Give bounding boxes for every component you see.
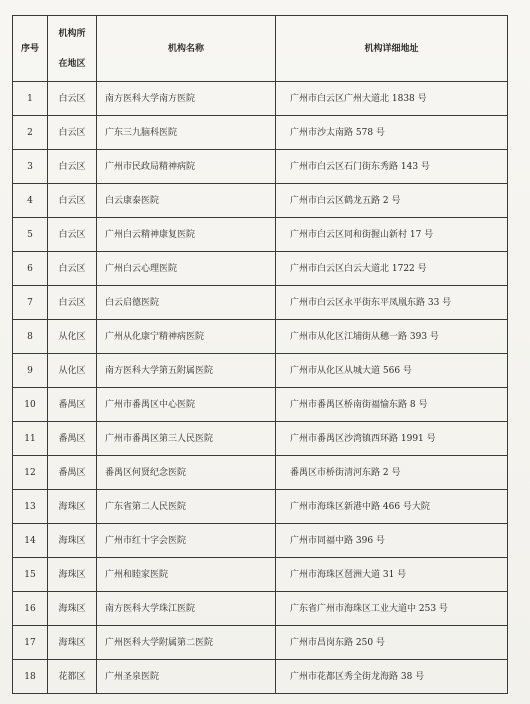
cell-district: 白云区 [48,218,97,252]
cell-no: 12 [13,456,48,490]
cell-address: 番禺区市桥街清河东路 2 号 [276,456,508,490]
table-row [13,184,508,218]
cell-no: 16 [13,592,48,626]
cell-name: 广州医科大学附属第二医院 [97,626,276,660]
institution-table [12,15,508,694]
cell-district: 白云区 [48,286,97,320]
cell-district: 海珠区 [48,626,97,660]
table-row [13,320,508,354]
cell-name: 广州市红十字会医院 [97,524,276,558]
cell-address: 广州市番禺区沙湾镇西环路 1991 号 [276,422,508,456]
cell-no: 6 [13,252,48,286]
cell-address: 广州市白云区永平街东平凤凰东路 33 号 [276,286,508,320]
cell-name: 广州从化康宁精神病医院 [97,320,276,354]
header-district [48,16,97,82]
cell-name: 南方医科大学珠江医院 [97,592,276,626]
cell-no: 1 [13,82,48,116]
cell-no: 8 [13,320,48,354]
cell-no: 3 [13,150,48,184]
cell-no: 9 [13,354,48,388]
table-row [13,252,508,286]
cell-name: 广州圣泉医院 [97,660,276,694]
cell-name: 白云启德医院 [97,286,276,320]
table-row [13,558,508,592]
cell-address: 广州市番禺区桥南街福愉东路 8 号 [276,388,508,422]
cell-address: 广州市白云区同和街握山新村 17 号 [276,218,508,252]
cell-no: 2 [13,116,48,150]
cell-no: 14 [13,524,48,558]
cell-no: 5 [13,218,48,252]
cell-name: 广州市番禺区第三人民医院 [97,422,276,456]
table-header-row [13,16,508,82]
cell-no: 4 [13,184,48,218]
cell-district: 海珠区 [48,558,97,592]
cell-no: 7 [13,286,48,320]
header-district-line2: 在地区 [58,58,86,69]
cell-district: 番禺区 [48,422,97,456]
cell-no: 18 [13,660,48,694]
table-row [13,218,508,252]
cell-district: 白云区 [48,252,97,286]
cell-no: 17 [13,626,48,660]
cell-name: 广东省第二人民医院 [97,490,276,524]
cell-district: 白云区 [48,150,97,184]
cell-address: 广州市海珠区琶洲大道 31 号 [276,558,508,592]
table-row [13,116,508,150]
header-address: 机构详细地址 [276,16,508,82]
cell-district: 从化区 [48,354,97,388]
cell-district: 海珠区 [48,524,97,558]
cell-address: 广州市白云区广州大道北 1838 号 [276,82,508,116]
table-body [13,82,508,694]
cell-name: 广州和睦家医院 [97,558,276,592]
cell-name: 番禺区何贤纪念医院 [97,456,276,490]
cell-address: 广州市沙太南路 578 号 [276,116,508,150]
cell-name: 广州市民政局精神病院 [97,150,276,184]
cell-address: 广州市白云区白云大道北 1722 号 [276,252,508,286]
cell-address: 广州市昌岗东路 250 号 [276,626,508,660]
cell-address: 广州市同福中路 396 号 [276,524,508,558]
table-row [13,490,508,524]
cell-address: 广州市白云区鹤龙五路 2 号 [276,184,508,218]
table-row [13,82,508,116]
cell-name: 白云康泰医院 [97,184,276,218]
cell-district: 番禺区 [48,388,97,422]
table-row [13,388,508,422]
cell-district: 从化区 [48,320,97,354]
cell-name: 广州白云心理医院 [97,252,276,286]
table-row [13,592,508,626]
cell-district: 白云区 [48,184,97,218]
table-row [13,524,508,558]
table-row [13,626,508,660]
table-row [13,150,508,184]
cell-address: 广东省广州市海珠区工业大道中 253 号 [276,592,508,626]
cell-name: 广东三九脑科医院 [97,116,276,150]
header-no: 序号 [13,16,48,82]
cell-district: 海珠区 [48,592,97,626]
cell-no: 11 [13,422,48,456]
cell-no: 15 [13,558,48,592]
cell-district: 白云区 [48,82,97,116]
cell-no: 10 [13,388,48,422]
cell-address: 广州市花都区秀全街龙海路 38 号 [276,660,508,694]
cell-name: 广州白云精神康复医院 [97,218,276,252]
cell-district: 海珠区 [48,490,97,524]
cell-district: 花都区 [48,660,97,694]
header-name: 机构名称 [97,16,276,82]
table-row [13,456,508,490]
table-row [13,354,508,388]
table-row [13,422,508,456]
header-district-line1: 机构所 [58,28,86,39]
cell-address: 广州市从化区江埔街从穗一路 393 号 [276,320,508,354]
table-row [13,286,508,320]
cell-district: 番禺区 [48,456,97,490]
cell-address: 广州市白云区石门街东秀路 143 号 [276,150,508,184]
cell-district: 白云区 [48,116,97,150]
cell-address: 广州市从化区从城大道 566 号 [276,354,508,388]
cell-name: 广州市番禺区中心医院 [97,388,276,422]
cell-name: 南方医科大学第五附属医院 [97,354,276,388]
cell-no: 13 [13,490,48,524]
cell-name: 南方医科大学南方医院 [97,82,276,116]
cell-address: 广州市海珠区新港中路 466 号大院 [276,490,508,524]
table-row [13,660,508,694]
